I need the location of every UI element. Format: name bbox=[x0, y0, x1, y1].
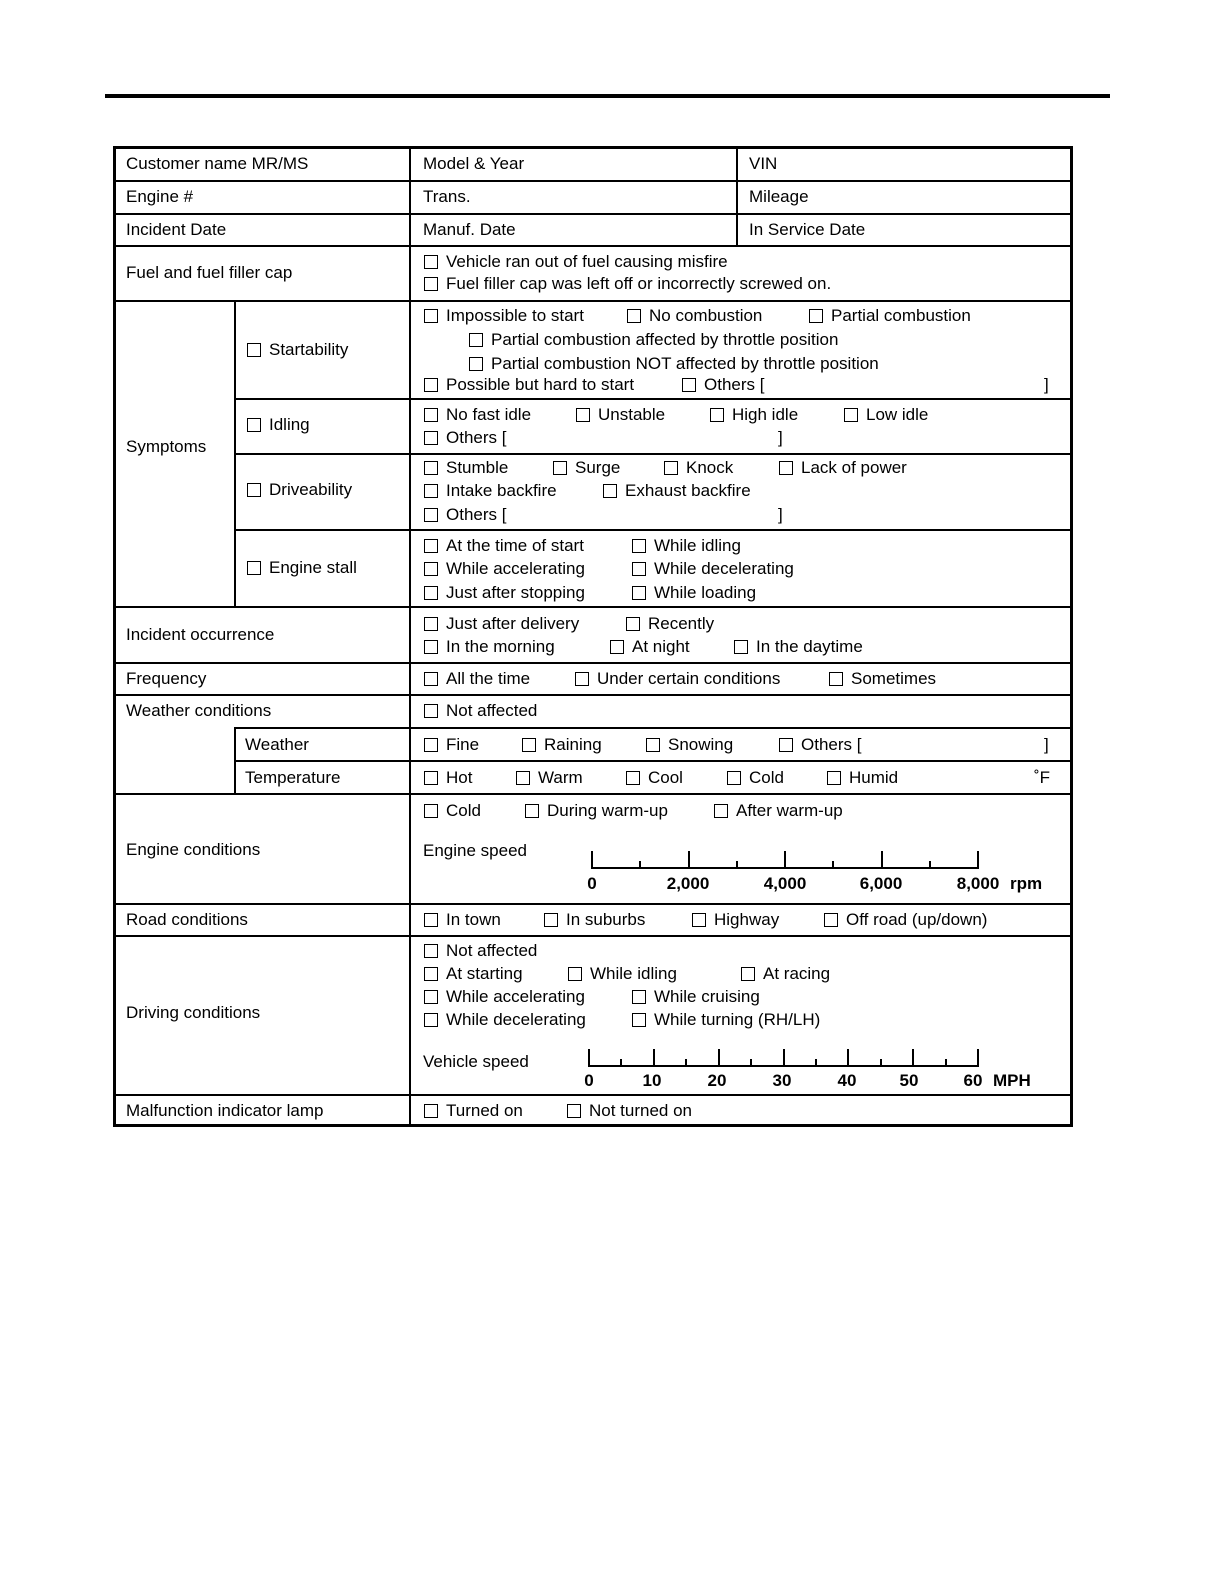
engine-stall-option-label: While decelerating bbox=[654, 559, 794, 578]
grid-line bbox=[234, 760, 1070, 762]
weather-not-affected-label: Not affected bbox=[446, 701, 538, 720]
startability-option-checkbox[interactable] bbox=[627, 309, 641, 323]
weather-option-label: Snowing bbox=[668, 735, 734, 754]
driving-condition-checkbox[interactable] bbox=[568, 967, 582, 981]
grid-line bbox=[116, 213, 1070, 215]
grid-line bbox=[234, 453, 1070, 455]
weather-option-checkbox[interactable] bbox=[522, 738, 536, 752]
frequency-label: Frequency bbox=[126, 669, 207, 688]
engine-condition-checkbox[interactable] bbox=[424, 804, 438, 818]
incident-occurrence-checkbox[interactable] bbox=[734, 640, 748, 654]
engine-number-label: Engine # bbox=[126, 187, 194, 206]
incident-date-label: Incident Date bbox=[126, 220, 227, 239]
grid-line bbox=[234, 529, 1070, 531]
scale-major-tick bbox=[784, 851, 786, 867]
incident-occurrence-option: In the morning bbox=[446, 637, 555, 656]
incident-occurrence-option: At night bbox=[632, 637, 690, 656]
incident-occurrence-checkbox[interactable] bbox=[424, 617, 438, 631]
incident-occurrence-checkbox[interactable] bbox=[626, 617, 640, 631]
grid-line bbox=[736, 149, 738, 245]
driveability-option-checkbox[interactable] bbox=[779, 461, 793, 475]
frequency-checkbox[interactable] bbox=[829, 672, 843, 686]
driveability-option-label: Others [ bbox=[446, 505, 507, 524]
incident-occurrence-checkbox[interactable] bbox=[610, 640, 624, 654]
weather-not-affected-checkbox[interactable] bbox=[424, 704, 438, 718]
engine-condition-option: After warm-up bbox=[736, 801, 843, 820]
road-condition-option: Highway bbox=[714, 910, 780, 929]
driveability-option-label: Stumble bbox=[446, 458, 509, 477]
engine-speed-label: Engine speed bbox=[423, 841, 527, 860]
scale-major-tick bbox=[588, 1049, 590, 1065]
fuel-option-label: Vehicle ran out of fuel causing misfire bbox=[446, 252, 728, 271]
scale-baseline bbox=[591, 867, 979, 869]
driving-condition-option: At racing bbox=[763, 964, 831, 983]
grid-line bbox=[116, 662, 1070, 664]
temperature-option-label: Cold bbox=[749, 768, 784, 787]
grid-line bbox=[409, 149, 411, 1124]
engine-stall-option-label: At the time of start bbox=[446, 536, 584, 555]
idling-option-label: Others [ bbox=[446, 428, 507, 447]
temperature-option-label: Cool bbox=[648, 768, 683, 787]
engine-stall-option-label: While loading bbox=[654, 583, 757, 602]
idling-checkbox[interactable] bbox=[247, 418, 261, 432]
driveability-option-label: Lack of power bbox=[801, 458, 907, 477]
temperature-unit: ˚F bbox=[1034, 768, 1051, 787]
driveability-option-checkbox[interactable] bbox=[424, 461, 438, 475]
frequency-option: Sometimes bbox=[851, 669, 937, 688]
rpm-unit: rpm bbox=[1010, 874, 1043, 893]
startability-label: Startability bbox=[269, 340, 349, 359]
grid-line bbox=[234, 300, 236, 606]
scale-major-tick bbox=[912, 1049, 914, 1065]
top-rule bbox=[105, 94, 1110, 98]
driveability-option-checkbox[interactable] bbox=[664, 461, 678, 475]
driving-condition-option: While decelerating bbox=[446, 1010, 586, 1029]
driving-condition-option: While turning (RH/LH) bbox=[654, 1010, 821, 1029]
in-service-date-label: In Service Date bbox=[749, 220, 866, 239]
weather-option-checkbox[interactable] bbox=[779, 738, 793, 752]
grid-line bbox=[116, 903, 1070, 905]
scale-minor-tick bbox=[620, 1059, 622, 1065]
model-year-label: Model & Year bbox=[423, 154, 525, 173]
weather-label: Weather bbox=[245, 735, 309, 754]
engine-stall-option-checkbox[interactable] bbox=[424, 562, 438, 576]
weather-option-label: Raining bbox=[544, 735, 602, 754]
incident-occurrence-checkbox[interactable] bbox=[424, 640, 438, 654]
scale-minor-tick bbox=[685, 1059, 687, 1065]
grid-line bbox=[234, 398, 1070, 400]
incident-occurrence-option: Just after delivery bbox=[446, 614, 580, 633]
weather-option-label: Fine bbox=[446, 735, 480, 754]
incident-occurrence-option: Recently bbox=[648, 614, 715, 633]
startability-option-checkbox[interactable] bbox=[809, 309, 823, 323]
idling-option-checkbox[interactable] bbox=[710, 408, 724, 422]
mileage-label: Mileage bbox=[749, 187, 809, 206]
weather-option-checkbox[interactable] bbox=[424, 738, 438, 752]
scale-minor-tick bbox=[815, 1059, 817, 1065]
startability-option-label: Partial combustion NOT affected by throttle position bbox=[491, 354, 879, 373]
scale-major-tick bbox=[653, 1049, 655, 1065]
driveability-option-checkbox[interactable] bbox=[424, 484, 438, 498]
grid-line bbox=[116, 793, 1070, 795]
fuel-option-label: Fuel filler cap was left off or incorrectly screwed on. bbox=[446, 274, 832, 293]
customer-questionnaire-form: Customer name MR/MS Model & Year VIN Engine # Trans. Mileage Incident Date Manuf. Date In Service Date Fuel and fuel filler cap Vehicle ran out of fuel causing misfire Fuel filler cap was left off or incorrectly screwed on. Symptoms Startability Impossible to start No combustion Partial combustion Partial combustion affected by throttle position Partial combustion NOT affected by throttle position Possible but hard to start Others [ ] Idling No fast idle Unstable High idle Low idle Others [ ] Driveability Stumble Surge Knock Lack of power Intake backfire Exhaust backfire Others [ ] Engine stall At the time of start While idling While accelerating While decelerating Just after stopping While loading Incident occurrence Just after delivery Recently In the morning At night In the daytime Frequency All the time Under certain conditions Sometimes Weather conditions Not affected Weather Fine Raining Snowing Others [ ] Temperature Hot Warm Cool Cold Humid ˚F Engine conditions Cold During warm-up After warm-up Engine speed 0 2,000 4,000 6,000 8,000 rpm Road conditions In town In suburbs Highway Off road (up/down) Driving conditions Not affected At starting While idling At racing While accelerating While cruising While decelerating While turning (RH/LH) Vehicle speed 0 10 20 30 40 50 60 MPH Malfunction indicator lamp Turned on Not turned on bbox=[113, 146, 1073, 1127]
frequency-option: All the time bbox=[446, 669, 531, 688]
idling-option-label: No fast idle bbox=[446, 405, 532, 424]
scale-major-tick bbox=[783, 1049, 785, 1065]
weather-option-label: Others [ bbox=[801, 735, 862, 754]
scale-minor-tick bbox=[929, 861, 931, 867]
driveability-option-label: Knock bbox=[686, 458, 734, 477]
idling-option-label: Low idle bbox=[866, 405, 929, 424]
temperature-option-checkbox[interactable] bbox=[626, 771, 640, 785]
road-condition-checkbox[interactable] bbox=[692, 913, 706, 927]
engine-condition-checkbox[interactable] bbox=[714, 804, 728, 818]
frequency-option: Under certain conditions bbox=[597, 669, 781, 688]
frequency-checkbox[interactable] bbox=[575, 672, 589, 686]
temperature-option-label: Humid bbox=[849, 768, 899, 787]
fuel-option-checkbox[interactable] bbox=[424, 277, 438, 291]
fuel-option-checkbox[interactable] bbox=[424, 255, 438, 269]
idling-option-checkbox[interactable] bbox=[424, 431, 438, 445]
driveability-option-checkbox[interactable] bbox=[603, 484, 617, 498]
road-condition-checkbox[interactable] bbox=[424, 913, 438, 927]
startability-option-label: Partial combustion bbox=[831, 306, 971, 325]
trans-label: Trans. bbox=[423, 187, 471, 206]
driving-condition-option: Not affected bbox=[446, 941, 538, 960]
scale-minor-tick bbox=[945, 1059, 947, 1065]
engine-stall-option-label: While accelerating bbox=[446, 559, 585, 578]
scale-major-tick bbox=[591, 851, 593, 867]
driving-condition-checkbox[interactable] bbox=[424, 944, 438, 958]
scale-major-tick bbox=[688, 851, 690, 867]
engine-stall-option-checkbox[interactable] bbox=[424, 586, 438, 600]
temperature-option-label: Hot bbox=[446, 768, 473, 787]
engine-condition-option: Cold bbox=[446, 801, 481, 820]
fuel-section-label: Fuel and fuel filler cap bbox=[126, 263, 293, 282]
driving-condition-option: While idling bbox=[590, 964, 677, 983]
temperature-option-checkbox[interactable] bbox=[827, 771, 841, 785]
startability-option-label: Others [ bbox=[704, 375, 765, 394]
scale-major-tick bbox=[718, 1049, 720, 1065]
road-condition-checkbox[interactable] bbox=[544, 913, 558, 927]
grid-line bbox=[116, 1094, 1070, 1096]
engine-stall-label: Engine stall bbox=[269, 558, 357, 577]
startability-option-checkbox[interactable] bbox=[682, 378, 696, 392]
road-condition-option: In suburbs bbox=[566, 910, 646, 929]
manuf-date-label: Manuf. Date bbox=[423, 220, 516, 239]
grid-line bbox=[116, 606, 1070, 608]
startability-option-checkbox[interactable] bbox=[469, 333, 483, 347]
scale-minor-tick bbox=[639, 861, 641, 867]
engine-stall-option-checkbox[interactable] bbox=[632, 586, 646, 600]
startability-option-label: Possible but hard to start bbox=[446, 375, 635, 394]
driveability-checkbox[interactable] bbox=[247, 483, 261, 497]
weather-conditions-label: Weather conditions bbox=[126, 701, 272, 720]
scale-minor-tick bbox=[832, 861, 834, 867]
driveability-others-close: ] bbox=[778, 505, 783, 524]
weather-option-checkbox[interactable] bbox=[646, 738, 660, 752]
idling-option-checkbox[interactable] bbox=[844, 408, 858, 422]
scale-major-tick bbox=[847, 1049, 849, 1065]
driving-condition-checkbox[interactable] bbox=[741, 967, 755, 981]
customer-name-label: Customer name MR/MS bbox=[126, 154, 309, 173]
mil-option: Not turned on bbox=[589, 1101, 693, 1120]
grid-line bbox=[116, 935, 1070, 937]
temperature-option-checkbox[interactable] bbox=[424, 771, 438, 785]
weather-others-close: ] bbox=[1044, 735, 1049, 754]
driveability-option-checkbox[interactable] bbox=[424, 508, 438, 522]
engine-stall-option-label: While idling bbox=[654, 536, 741, 555]
road-conditions-label: Road conditions bbox=[126, 910, 248, 929]
idling-others-close: ] bbox=[778, 428, 783, 447]
startability-others-close: ] bbox=[1044, 375, 1049, 394]
vin-label: VIN bbox=[749, 154, 778, 173]
idling-option-checkbox[interactable] bbox=[576, 408, 590, 422]
incident-occurrence-label: Incident occurrence bbox=[126, 625, 275, 644]
idling-option-label: Unstable bbox=[598, 405, 666, 424]
frequency-checkbox[interactable] bbox=[424, 672, 438, 686]
scale-major-tick bbox=[977, 851, 979, 867]
driving-condition-option: While accelerating bbox=[446, 987, 585, 1006]
driveability-option-checkbox[interactable] bbox=[553, 461, 567, 475]
grid-line bbox=[116, 180, 1070, 182]
engine-stall-checkbox[interactable] bbox=[247, 561, 261, 575]
driving-condition-option: While cruising bbox=[654, 987, 760, 1006]
mil-checkbox[interactable] bbox=[567, 1104, 581, 1118]
startability-option-checkbox[interactable] bbox=[424, 378, 438, 392]
driving-condition-checkbox[interactable] bbox=[632, 990, 646, 1004]
scale-minor-tick bbox=[736, 861, 738, 867]
idling-option-label: High idle bbox=[732, 405, 799, 424]
scale-major-tick bbox=[881, 851, 883, 867]
engine-stall-option-checkbox[interactable] bbox=[632, 562, 646, 576]
driveability-option-label: Exhaust backfire bbox=[625, 481, 751, 500]
road-condition-option: Off road (up/down) bbox=[846, 910, 988, 929]
scale-minor-tick bbox=[880, 1059, 882, 1065]
driveability-label: Driveability bbox=[269, 480, 353, 499]
startability-option-label: No combustion bbox=[649, 306, 763, 325]
grid-line bbox=[116, 245, 1070, 247]
engine-stall-option-checkbox[interactable] bbox=[632, 539, 646, 553]
startability-option-checkbox[interactable] bbox=[469, 357, 483, 371]
scale-major-tick bbox=[977, 1049, 979, 1065]
startability-option-label: Partial combustion affected by throttle position bbox=[491, 330, 839, 349]
engine-stall-option-label: Just after stopping bbox=[446, 583, 585, 602]
mil-checkbox[interactable] bbox=[424, 1104, 438, 1118]
driveability-option-label: Intake backfire bbox=[446, 481, 557, 500]
driving-condition-checkbox[interactable] bbox=[632, 1013, 646, 1027]
scale-minor-tick bbox=[750, 1059, 752, 1065]
road-condition-checkbox[interactable] bbox=[824, 913, 838, 927]
engine-condition-checkbox[interactable] bbox=[525, 804, 539, 818]
temperature-label: Temperature bbox=[245, 768, 341, 787]
engine-conditions-label: Engine conditions bbox=[126, 840, 261, 859]
grid-line bbox=[234, 727, 236, 793]
mil-label: Malfunction indicator lamp bbox=[126, 1101, 324, 1120]
grid-line bbox=[116, 300, 1070, 302]
driveability-option-label: Surge bbox=[575, 458, 621, 477]
driving-conditions-label: Driving conditions bbox=[126, 1003, 261, 1022]
grid-line bbox=[116, 694, 1070, 696]
temperature-option-checkbox[interactable] bbox=[516, 771, 530, 785]
engine-stall-option-checkbox[interactable] bbox=[424, 539, 438, 553]
startability-checkbox[interactable] bbox=[247, 343, 261, 357]
startability-option-checkbox[interactable] bbox=[424, 309, 438, 323]
driving-condition-option: At starting bbox=[446, 964, 523, 983]
engine-condition-option: During warm-up bbox=[547, 801, 668, 820]
mph-unit: MPH bbox=[993, 1071, 1031, 1090]
driving-condition-checkbox[interactable] bbox=[424, 990, 438, 1004]
grid-line bbox=[234, 727, 1070, 729]
temperature-option-label: Warm bbox=[538, 768, 583, 787]
driving-condition-checkbox[interactable] bbox=[424, 967, 438, 981]
temperature-option-checkbox[interactable] bbox=[727, 771, 741, 785]
symptoms-label: Symptoms bbox=[126, 437, 207, 456]
idling-option-checkbox[interactable] bbox=[424, 408, 438, 422]
scale-baseline bbox=[588, 1065, 979, 1067]
mil-option: Turned on bbox=[446, 1101, 523, 1120]
vehicle-speed-label: Vehicle speed bbox=[423, 1052, 529, 1071]
idling-label: Idling bbox=[269, 415, 310, 434]
road-condition-option: In town bbox=[446, 910, 501, 929]
driving-condition-checkbox[interactable] bbox=[424, 1013, 438, 1027]
incident-occurrence-option: In the daytime bbox=[756, 637, 863, 656]
startability-option-label: Impossible to start bbox=[446, 306, 584, 325]
